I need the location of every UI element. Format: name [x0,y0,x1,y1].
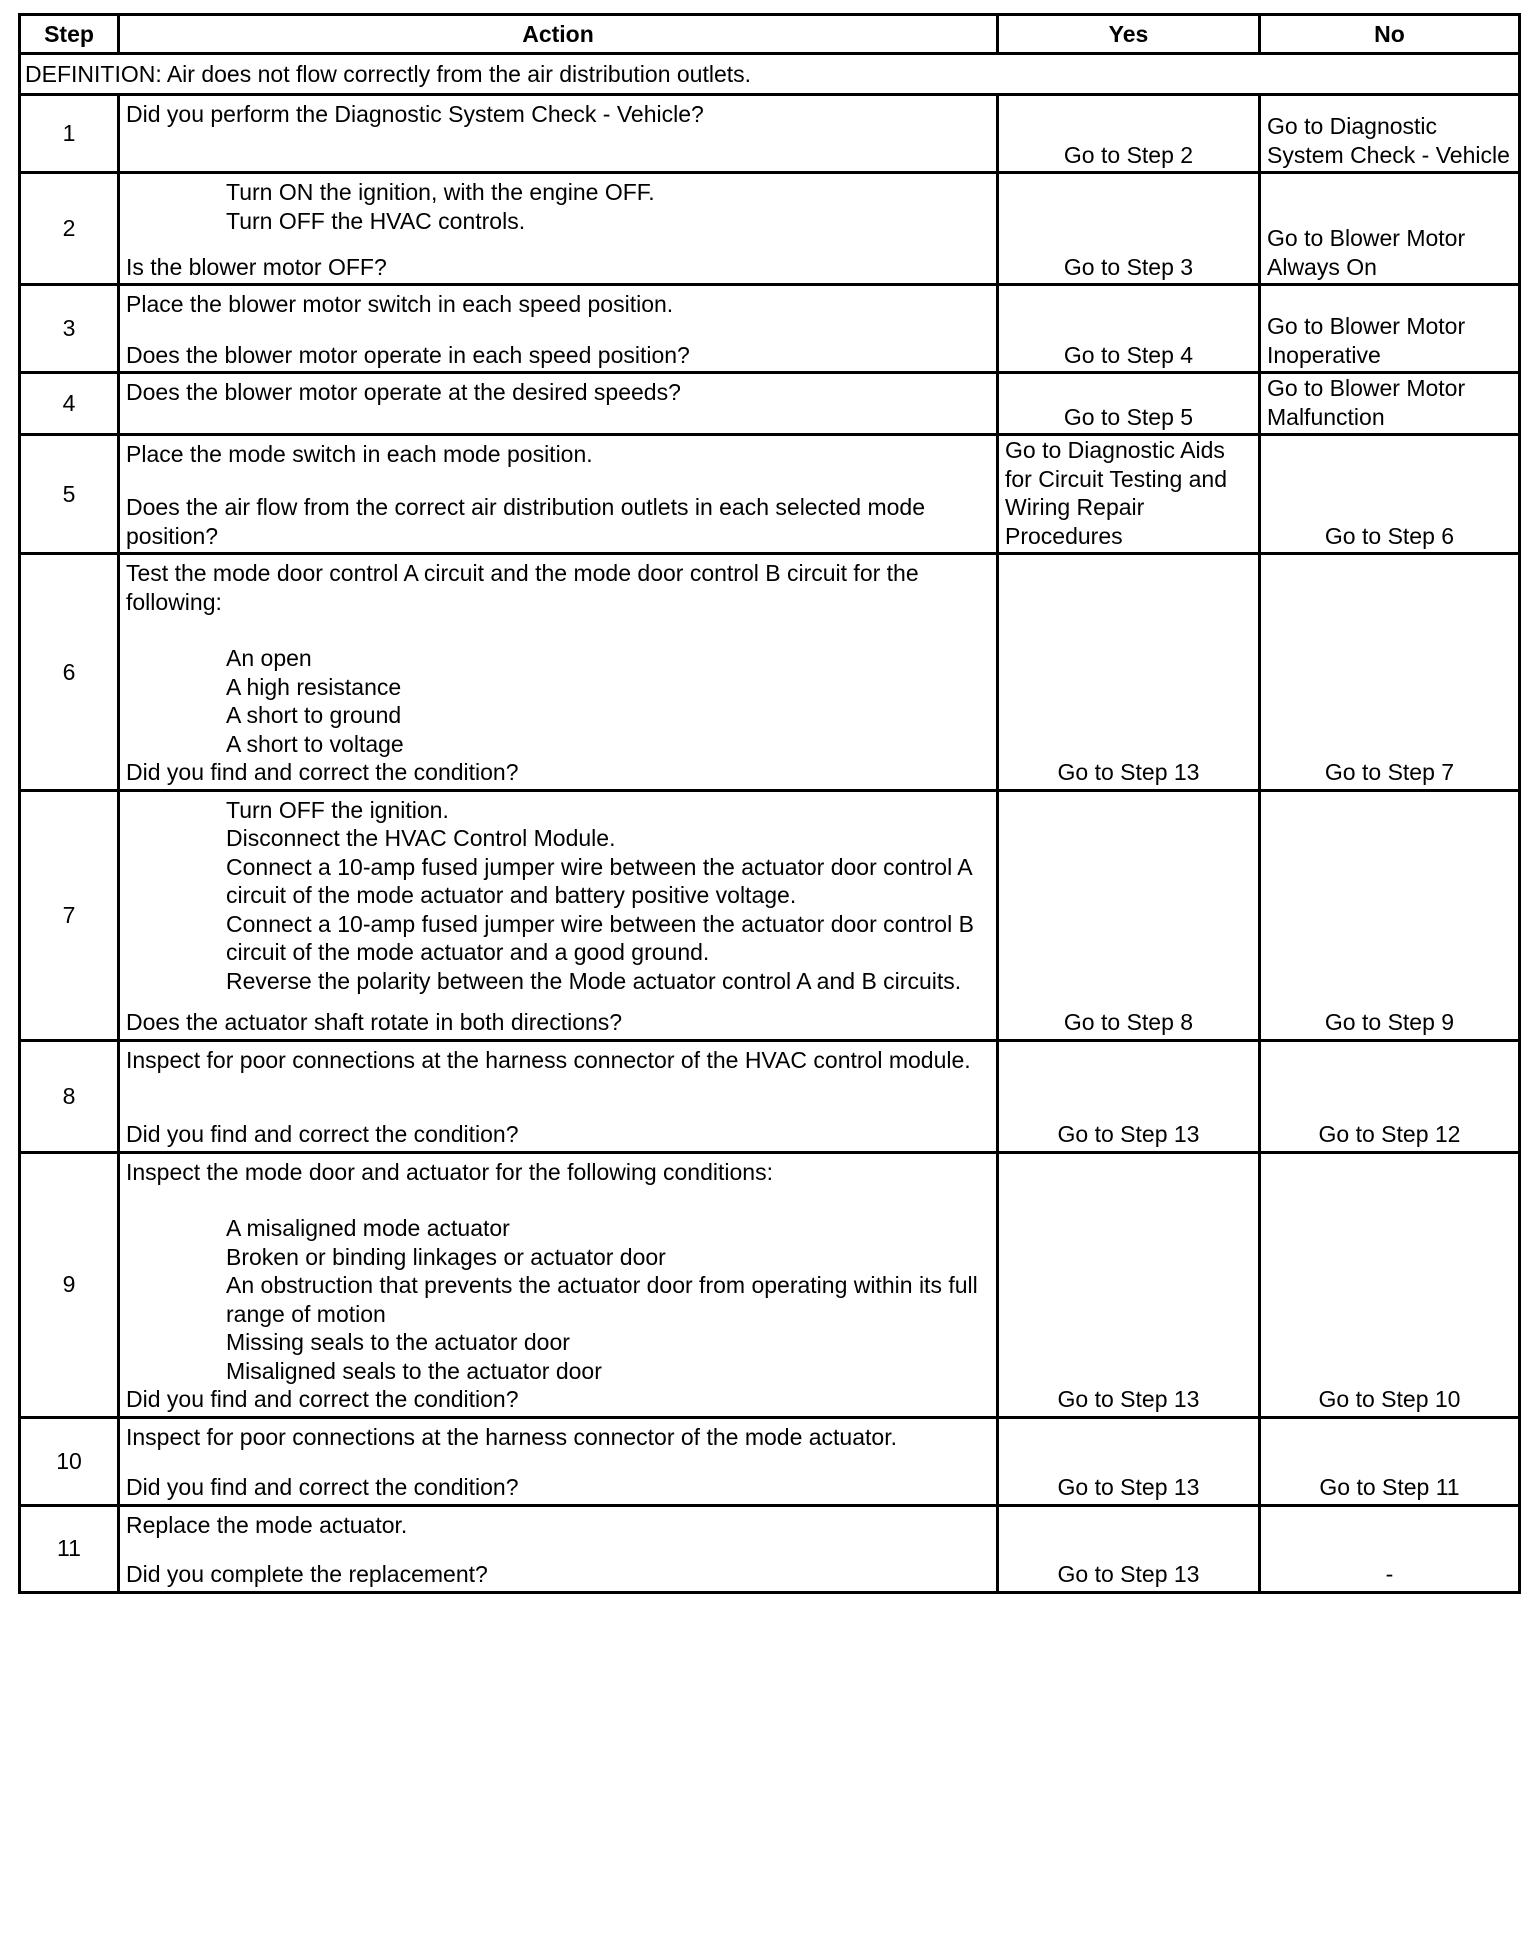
step-row [20,1417,1520,1505]
action-top [126,559,990,758]
step-row [20,1152,1520,1417]
action-cell [119,790,998,1040]
action-cell [119,1152,998,1417]
action-cell [119,1040,998,1152]
no-result: - [1260,1505,1520,1592]
step-row [20,790,1520,1040]
step-row [20,554,1520,791]
action-question: Is the blower motor OFF? [126,253,387,280]
action-cell [119,435,998,554]
action-content [126,1046,990,1149]
action-list [126,796,990,996]
no-result: Go to Step 10 [1260,1152,1520,1417]
action-cell [119,1417,998,1505]
action-cell [119,554,998,791]
action-top [126,796,990,996]
no-result: Go to Blower Motor Always On [1260,173,1520,285]
no-result: Go to Step 12 [1260,1040,1520,1152]
action-content [126,1158,990,1414]
action-list-item: A short to voltage [226,730,404,757]
no-result: Go to Blower Motor Malfunction [1260,373,1520,435]
action-question: Does the air flow from the correct air distribution outlets in each selected mode position? [126,494,925,549]
header-no: No [1260,15,1520,54]
action-question: Did you find and correct the condition? [126,1121,519,1147]
step-number: 10 [20,1417,119,1505]
step-number: 4 [20,373,119,435]
header-yes: Yes [998,15,1260,54]
action-question: Did you find and correct the condition? [126,1386,519,1412]
yes-result: Go to Diagnostic Aids for Circuit Testing and Wiring Repair Procedures [998,435,1260,554]
action-intro: Replace the mode actuator. [126,1511,408,1538]
no-result: Go to Step 6 [1260,435,1520,554]
action-list-item: Disconnect the HVAC Control Module. [226,825,616,851]
step-row [20,435,1520,554]
action-cell [119,285,998,373]
action-intro: Inspect for poor connections at the harness connector of the HVAC control module. [126,1046,971,1073]
yes-result: Go to Step 13 [998,1040,1260,1152]
action-list-item: An open [226,645,312,671]
step-row [20,1040,1520,1152]
action-list [126,178,990,235]
header-row [20,15,1520,54]
yes-result: Go to Step 5 [998,373,1260,435]
no-result: Go to Blower Motor Inoperative [1260,285,1520,373]
action-list-item: Turn OFF the HVAC controls. [226,207,526,234]
action-question: Did you find and correct the condition? [126,759,519,785]
step-number: 6 [20,554,119,791]
diagnostic-table [18,13,1521,1594]
step-row [20,1505,1520,1592]
step-number: 11 [20,1505,119,1592]
action-content [126,1423,990,1502]
step-number: 5 [20,435,119,554]
action-question: Does the blower motor operate in each speed position? [126,341,690,368]
action-top [126,1158,990,1386]
action-intro: Did you perform the Diagnostic System Check - Vehicle? [126,101,704,127]
no-result: Go to Step 9 [1260,790,1520,1040]
action-list-item: Missing seals to the actuator door [226,1329,570,1355]
no-result: Go to Diagnostic System Check - Vehicle [1260,95,1520,173]
action-list [126,644,990,758]
action-list [126,1214,990,1385]
yes-result: Go to Step 3 [998,173,1260,285]
action-top [126,440,990,469]
yes-result: Go to Step 2 [998,95,1260,173]
action-list-item: A misaligned mode actuator [226,1215,510,1241]
action-content [126,440,990,550]
header-step: Step [20,15,119,54]
action-content [126,559,990,787]
definition-row [20,54,1520,95]
action-question: Did you find and correct the condition? [126,1474,519,1500]
action-list-item: Turn OFF the ignition. [226,796,449,823]
step-row [20,95,1520,173]
action-top [126,378,990,407]
action-content [126,1511,990,1589]
action-list-item: An obstruction that prevents the actuator door from operating within its full range of motion [226,1272,978,1327]
action-question: Did you complete the replacement? [126,1561,488,1587]
step-row [20,373,1520,435]
step-number: 7 [20,790,119,1040]
action-list-item: Connect a 10-amp fused jumper wire between the actuator door control B circuit of the mode actuator and a good ground. [226,910,974,965]
step-number: 3 [20,285,119,373]
action-top [126,178,990,235]
action-top [126,290,990,319]
step-number: 2 [20,173,119,285]
action-intro: Test the mode door control A circuit and the mode door control B circuit for the following: [126,560,919,615]
action-list-item: Reverse the polarity between the Mode actuator control A and B circuits. [226,967,962,994]
action-top [126,1046,990,1075]
action-list-item: Connect a 10-amp fused jumper wire between the actuator door control A circuit of the mode actuator and battery positive voltage. [226,853,972,908]
action-intro: Place the blower motor switch in each speed position. [126,291,674,317]
step-number: 8 [20,1040,119,1152]
yes-result: Go to Step 13 [998,1152,1260,1417]
action-list-item: A high resistance [226,673,402,700]
action-top [126,1511,990,1540]
yes-result: Go to Step 4 [998,285,1260,373]
yes-result: Go to Step 13 [998,554,1260,791]
action-content [126,290,990,369]
action-list-item: Broken or binding linkages or actuator door [226,1243,666,1270]
step-number: 1 [20,95,119,173]
action-top [126,1423,990,1452]
step-number: 9 [20,1152,119,1417]
action-intro: Place the mode switch in each mode position. [126,441,593,467]
yes-result: Go to Step 8 [998,790,1260,1040]
step-row [20,285,1520,373]
action-cell [119,95,998,173]
action-list-item: A short to ground [226,702,402,728]
yes-result: Go to Step 13 [998,1505,1260,1592]
action-question: Does the actuator shaft rotate in both directions? [126,1009,623,1035]
definition-text: DEFINITION: Air does not flow correctly from the air distribution outlets. [20,54,1520,95]
no-result: Go to Step 7 [1260,554,1520,791]
action-cell [119,373,998,435]
no-result: Go to Step 11 [1260,1417,1520,1505]
action-list-item: Turn ON the ignition, with the engine OFF. [226,179,655,205]
action-content [126,100,990,169]
action-cell [119,1505,998,1592]
action-content [126,796,990,1037]
action-content [126,378,990,431]
header-action: Action [119,15,998,54]
action-intro: Does the blower motor operate at the desired speeds? [126,379,681,405]
yes-result: Go to Step 13 [998,1417,1260,1505]
action-list-item: Misaligned seals to the actuator door [226,1357,602,1384]
action-top [126,100,990,129]
action-intro: Inspect for poor connections at the harness connector of the mode actuator. [126,1423,897,1450]
action-cell [119,173,998,285]
step-row [20,173,1520,285]
action-content [126,178,990,281]
action-intro: Inspect the mode door and actuator for the following conditions: [126,1158,773,1185]
